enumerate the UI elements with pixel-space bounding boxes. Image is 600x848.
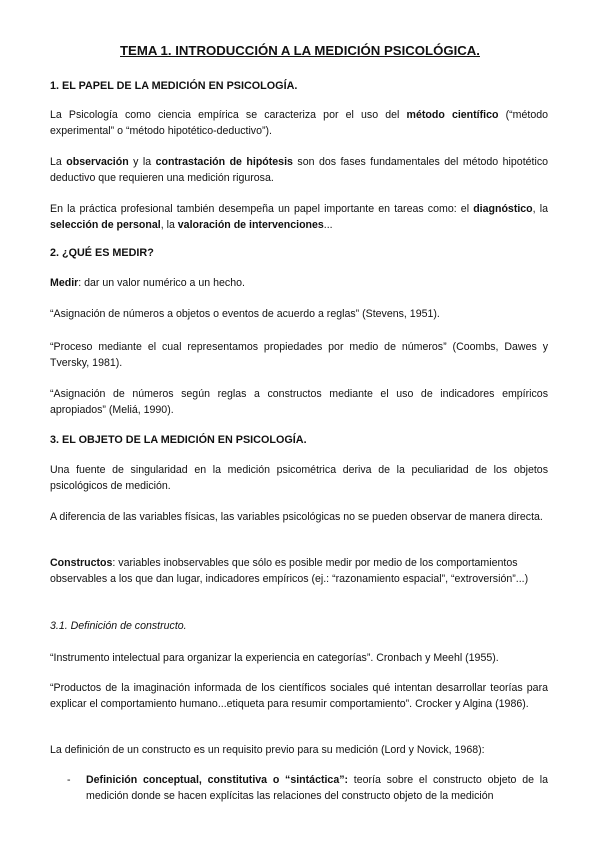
s2-paragraph-2: “Asignación de números a objetos o eventos de acuerdo a reglas” (Stevens, 1951).: [50, 308, 440, 320]
s1-paragraph-3: [50, 202, 548, 233]
s3-subheading: 3.1. Definición de constructo.: [50, 620, 187, 632]
s3-paragraph-6: La definición de un constructo es un requisito previo para su medición (Lord y Novick, 1968):: [50, 744, 485, 756]
s1-p3-text-e: , la: [160, 218, 178, 231]
section-3-heading: 3. EL OBJETO DE LA MEDICIÓN EN PSICOLOGÍA.: [50, 434, 307, 446]
s1-p3-bold-3: valoración de intervenciones: [177, 218, 324, 231]
s1-paragraph-1: [50, 108, 548, 139]
s1-paragraph-2: [50, 155, 548, 186]
s3-paragraph-3: [50, 556, 548, 587]
section-2-heading: 2. ¿QUÉ ES MEDIR?: [50, 247, 154, 259]
s1-p2-bold-2: contrastación de hipótesis: [155, 156, 293, 168]
page-title: TEMA 1. INTRODUCCIÓN A LA MEDICIÓN PSICOLÓGICA.: [120, 43, 480, 58]
s1-p2-bold-1: observación: [66, 156, 129, 168]
list-item-bold: Definición conceptual, constitutiva o “sintáctica”:: [86, 774, 349, 786]
s3-paragraph-5: “Productos de la imaginación informada de los científicos sociales qué intentan desarrollar teorías para explicar el comportamiento humano...etiqueta para resumir comportamiento”. Crocker y Algina (1986).: [50, 682, 548, 710]
s3-p3-text: : variables inobservables que sólo es posible medir por medio de los comportamientos observables a los que dan lugar, indicadores empíricos (ej.: “razonamiento espacial”, “extroversión”...): [50, 557, 529, 585]
s3-p3-bold: Constructos: [50, 557, 113, 569]
s2-paragraph-3: “Proceso mediante el cual representamos propiedades por medio de números” (Coombs, Dawes y Tversky, 1981).: [50, 341, 548, 369]
s1-p2-text-a: La: [50, 156, 67, 168]
s1-p2-text-e: son dos fases fundamentales del método hipotético deductivo que requieren una medición rigurosa.: [50, 156, 549, 184]
section-1-heading: 1. EL PAPEL DE LA MEDICIÓN EN PSICOLOGÍA.: [50, 80, 298, 92]
s1-p3-bold-2: selección de personal: [50, 218, 161, 231]
s1-p3-text-a: En la práctica profesional también desempeña un papel importante en tareas como: el: [50, 203, 474, 215]
s3-paragraph-4: “Instrumento intelectual para organizar la experiencia en categorías”. Cronbach y Meehl (1955).: [50, 652, 499, 664]
s1-p3-text-g: ...: [323, 218, 333, 231]
s2-p1-text: : dar un valor numérico a un hecho.: [78, 277, 245, 289]
s1-p1-bold: método científico: [406, 109, 499, 121]
s3-paragraph-2: A diferencia de las variables físicas, las variables psicológicas no se pueden observar de manera directa.: [50, 511, 543, 523]
list-bullet: -: [67, 774, 71, 786]
s1-p3-bold-1: diagnóstico: [473, 203, 533, 215]
s1-p1-text-a: La Psicología como ciencia empírica se caracteriza por el uso del: [50, 109, 407, 121]
s2-p1-bold: Medir: [50, 277, 79, 289]
s2-paragraph-4: “Asignación de números según reglas a constructos mediante el uso de indicadores empíricos apropiados” (Meliá, 1990).: [50, 388, 548, 416]
s3-paragraph-1: Una fuente de singularidad en la medición psicométrica deriva de la peculiaridad de los objetos psicológicos de medición.: [50, 464, 548, 492]
s1-p1-text-c: (“método experimental” o “método hipotético-deductivo”).: [50, 109, 548, 137]
s2-paragraph-1: [50, 276, 548, 292]
s1-p2-text-c: y la: [128, 156, 156, 168]
s1-p3-text-c: , la: [532, 203, 548, 215]
list-item-body: teoría sobre el constructo objeto de la medición donde se hacen explícitas las relaciones del constructo objeto de la medición: [86, 774, 548, 802]
list-item-text: [86, 773, 548, 804]
